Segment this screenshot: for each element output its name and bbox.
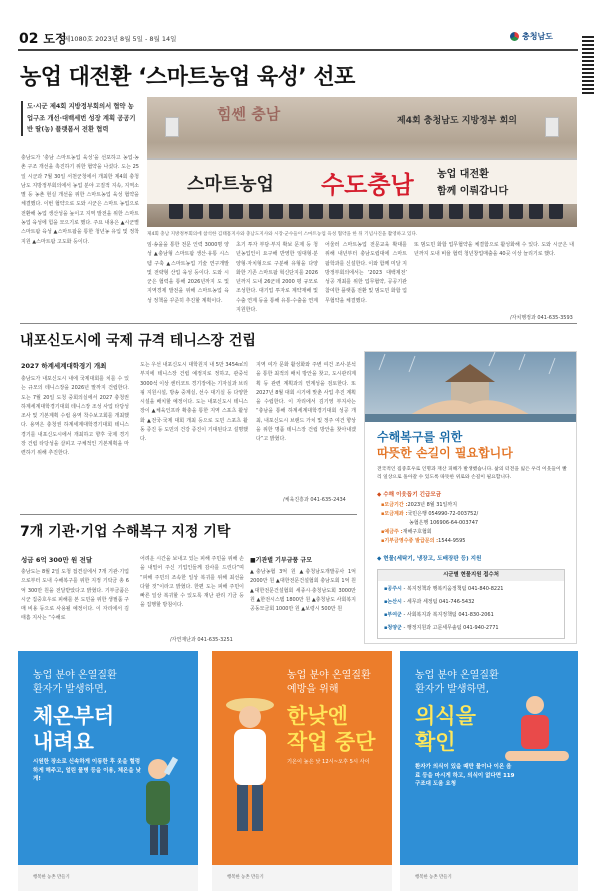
headline: 농업 대전환 ‘스마트농업 육성’ 선포 bbox=[20, 65, 355, 90]
office-item: ▪청양군 - 행정지원과 고문세무솔팀 041-940-2771 bbox=[384, 625, 499, 631]
article-body: 지역 여가 문화 활성화와 주변 여건 조사·분석을 통한 최적의 배치 방안을 찾고, 도시관리계획 등 관련 계획과의 연계성을 검토한다. 또 2027년 8월 대회 시기에 맞춘 사업 추진 계획을 수립한다. 이 자리에서 김기영 부지사는 “충남을 통해 하계세계대학경기대회 성공 개최, 내포신도시 브랜드 가치 및 정주 여건 향상을 위한 명품 테니스장 건립 방안을 찾아내겠다”고 밝혔다. bbox=[256, 362, 356, 443]
article-body: 충남도가 내포신도시 내에 국제대회를 치를 수 있는 규모의 테니스장을 2026년 말까지 건립한다. 도는 7월 20일 도청 중회의실에서 2027 충청권 하계세계대학경기대회 테니스장 조성 사업 타당성 조사 및 기본계획 수립 용역 착수보고회를 개최했다. 용역은 충청권 하계세계대학경기대회 테니스 경기를 내포신도시에서 개최하고 향후 국제 경기장 건립 타당성을 살피고 구체적인 기본계획을 마련하기 위해 추진한다. bbox=[21, 376, 129, 457]
banner-capital: 수도충남 bbox=[321, 171, 414, 199]
article-contact: /체육진흥과 041-635-2434 bbox=[283, 497, 346, 503]
poster-title: 한낮엔 작업 중단 bbox=[287, 704, 376, 754]
recovery-headline: 7개 기관·기업 수해복구 지정 기탁 bbox=[20, 524, 231, 540]
poster-description: 시원한 장소로 신속하게 이동한 후 옷을 헐렁하게 해주고, 얼린 물병 등을 이용, 체온을 낮게! bbox=[33, 759, 141, 782]
farmer-icon bbox=[220, 691, 282, 841]
article-body: 또 범도민 화합 업무협약을 체결함으로 활성화해 수 있다. 도와 시군은 내년까지 도내 비율 협력 청년창업매출을 40곳 이상 늘리기로 했다. bbox=[414, 242, 574, 258]
photo-caption: 제4회 충남 지방정부회의에 참석한 김태흠지사와 충남도지사와 시장·군수들이 스마트농업 육성 협약을 한 뒤 기념사진을 촬영하고 있다. bbox=[147, 232, 418, 237]
donation-item: 농협은행 106906-64-003747 bbox=[409, 520, 479, 526]
slogan-banner bbox=[147, 158, 577, 204]
office-list bbox=[377, 569, 565, 639]
donation-item: ▪모금기간 :2023년 8월 31일까지 bbox=[381, 502, 458, 508]
poster-subtitle: 농업 분야 온열질환 예방을 위해 bbox=[287, 670, 371, 695]
tennis-headline: 내포신도시에 국제 규격 테니스장 건립 bbox=[20, 333, 256, 349]
drinking-person-icon bbox=[128, 751, 188, 861]
donation-item: ▪예금주 :재해구호협회 bbox=[381, 529, 432, 535]
qr-code bbox=[582, 34, 594, 94]
donation-list: ▲충남농협 3억 원 ▲충청남도개발공사 1억 2000만 원 ▲대한전문건설협회 충남도회 1억 원 ▲대한전문건설협회 세종시·충청남도회 3000만 원 ▲한전시스템 1800만 원 ▲충청남도 사회복지공동모금회 1000만 원 ▲보령시 500만 원 bbox=[250, 569, 356, 613]
heat-poster-cool-down bbox=[18, 651, 198, 891]
flood-title: 수해복구를 위한 bbox=[377, 430, 463, 444]
poster-footer: 행복한 농촌 만들기 bbox=[400, 865, 578, 891]
meeting-title: 제4회 충청남도 지방정부 회의 bbox=[397, 116, 517, 126]
donation-list-title: ■기관별 기부금품 규모 bbox=[250, 557, 313, 564]
poster-subtitle: 농업 분야 온열질환 환자가 발생하면, bbox=[415, 670, 499, 695]
flood-intro: 전국적인 집중호우로 인명과 재산 피해가 발생했습니다. 삶의 터전을 잃은 우리 이웃들이 빨리 일상으로 돌아갈 수 있도록 따뜻한 위로와 손길이 필요합니다. bbox=[377, 467, 567, 480]
poster-title: 의식을 확인 bbox=[415, 704, 476, 754]
rain-house-icon bbox=[365, 352, 576, 422]
backdrop-slogan: 힘쎈 충남 bbox=[217, 105, 281, 123]
article-body: 어울러 스마트농업 전문교육 확대를 위해 내년부터 충남도립대에 스마트 팜학과를 신설한다. 이와 함께 미달 지방정부회의에서는 ‘2023 대백제전’ 성공 개최를 위한 업무협약, 공공기관 참여한 플랫폼 전환 및 범도민 화합 업무협약을 체결했다. bbox=[325, 242, 407, 304]
office-list-title: 시군별 현물지원 접수처 bbox=[378, 570, 564, 581]
poster-description: 환자가 의식이 있을 때만 물이나 이온 음료 등을 마시게 하고, 의식이 없다면 119구조대 도움 요청 bbox=[415, 764, 515, 787]
article-body: 충남도는 8월 2일 도청 접견실에서 7개 기관·기업으로부터 도내 수해복구를 위한 지정 기탁금 총 6억 300만 원을 전달받았다고 밝혔다. 기부금품은 시군 집중호우로 피해를 본 도민을 위한 생필품 구매 비용 등으로 사용될 예정이다. 이 자리에서 김태흠 지사는 “수해로 bbox=[21, 569, 129, 622]
article-contact: /자치행정과 041-635-3593 bbox=[510, 315, 573, 321]
office-item: ▪부여군 - 사회복지과 복지정책팀 041-830-2061 bbox=[384, 612, 494, 618]
heat-poster-stop-work bbox=[212, 651, 392, 891]
banner-transition: 농업 대전환 bbox=[437, 169, 489, 180]
deck: 도·시군 제4회 지방정부회의서 협약 농업구조 개선·대백세번 성장 계획 공공기반 딸(농) 플랫폼서 전환 협력 bbox=[21, 101, 139, 136]
donation-item: ▪기부금영수증 발급문의 :1544-9595 bbox=[381, 538, 466, 544]
logo-icon bbox=[510, 32, 519, 41]
office-item: ▪공주시 - 복지정책과 행복키움정책팀 041-840-8221 bbox=[384, 586, 504, 592]
donation-item: ▪모금계좌 :국민은행 054990-72-003752/ bbox=[381, 511, 479, 517]
donation-section-title: ◆ 수해 이웃돕기 긴급모금 bbox=[377, 492, 442, 498]
flood-illustration bbox=[365, 352, 576, 422]
header-rule bbox=[18, 49, 578, 51]
province-logo: 충청남도 bbox=[510, 31, 553, 42]
poster-subtitle: 농업 분야 온열질환 환자가 발생하면, bbox=[33, 670, 117, 695]
poster-description: 기온이 높은 낮 12시~오후 5시 사이 bbox=[287, 759, 370, 765]
article-body: 어려운 시간을 보내고 있는 피해 주민을 위해 손을 내밀어 주신 기업인들께 감사를 드린다”며 “피해 주민의 조속한 일상 복귀를 위해 최선을 다할 것”이라고 밝혔다. 한편 도는 피해 주민이 빠른 일상 복귀할 수 있도록 재난 관리 기금 등을 집행할 방침이다. bbox=[140, 556, 244, 609]
tennis-subtitle: 2027 하계세계대학경기 개최 bbox=[21, 362, 107, 370]
office-item: ▪논산시 - 세무과 세정팀 041-746-5432 bbox=[384, 599, 475, 605]
section-divider bbox=[20, 514, 357, 515]
page-number: 02 도정 bbox=[19, 31, 67, 47]
article-contact: /자연재난과 041-635-3251 bbox=[170, 637, 233, 643]
article-body: 임·송을을 통한 전문 인력 3000명 양성 ▲충남형 스마트팜 생산·유통 시스템 구축 ▲스마트농업 기술 연구개발 및 전략형 산업 육성 등이다. 도와 시군은 협력을 통해 2026년까지 도 및 지역경제 발전을 위해 스마트농업 육성 정책을 꾸준히 추진할 계획이다. bbox=[147, 242, 229, 304]
banner-together: 함께 이뤄갑니다 bbox=[437, 186, 509, 197]
article-body: 도는 우선 내포신도시 대학원지 내 5만 3454㎡의 부지에 테니스장 건립 예정지로 정하고, 관중석 3000석 이상 센터코트 경기장에는 기자실과 브리핑 지원시설, 방송 중계실, 선수 대기실 등 다양한 시설을 배치할 예정이다. 도는 내포신도시 테니스장이 ▲체육인프라 확충을 통한 지역 스포츠 활성화 ▲전국·국제 대회 개최 등으로 도민 스포츠 활동 증진 등 도민의 건강 증진이 기대된다고 설명했다. bbox=[140, 362, 248, 443]
section-divider bbox=[20, 323, 577, 324]
article-body: 초기 투자 부담·부지 확보 문제 등 청년농업인이 요구해 반영한 임대형·분양형·자치형으로 구분해 유형을 다양화한 기존 스마트팜 혁신단지를 2026년까지 도내 26군데 2000 평 규모로 조성한다. 대기업 투자로 계약재배 및 수출 연계 등을 통해 유통·수출을 연계 지원한다. bbox=[236, 242, 318, 314]
recovery-subtitle: 성금 6억 300만 원 전달 bbox=[21, 556, 93, 564]
flood-relief-box bbox=[364, 351, 577, 644]
heat-poster-check-consciousness bbox=[400, 651, 578, 891]
poster-title: 체온부터 내려요 bbox=[33, 704, 115, 754]
flag bbox=[165, 117, 179, 137]
flag bbox=[545, 117, 559, 137]
rescuer-icon bbox=[495, 691, 575, 771]
issue-info: 제1080호 2023년 8월 5일 - 8월 14일 bbox=[64, 35, 177, 43]
flood-title-accent: 따뜻한 손길이 필요합니다 bbox=[377, 446, 513, 460]
poster-footer: 행복한 농촌 만들기 bbox=[18, 865, 198, 891]
poster-footer: 행복한 농촌 만들기 bbox=[212, 865, 392, 891]
goods-section-title: ◆ 현물(세탁기, 냉장고, 도배장판 등) 지원 bbox=[377, 556, 482, 562]
article-body: 충남도가 ‘충남 스마트농업 육성’을 선포하고 농업·농촌 구조 개선을 촉진하기 위한 협약을 나섰다. 도는 25일 시군과 7월 30일 서천군청에서 개최한 제4회 충청남도 지방정부회의에서 농업 분야 고질적 지속, 지역소멸 등 농촌 현실 개선을 위한 스마트농업 육성 협약을 체결했다. 이번 협약으로 도와 시군은 스마트 농업으로 전환해 농업 생산성을 높이고 지역 발전을 위한 스마트농업 육성에 힘을 모으기로 했다. 주요 내용은 ▲시군별 스마트팜 육성 ▲스마트팜을 통한 청년농 유입 및 정착 지원 ▲스마트팜 고도화 등이다. bbox=[21, 155, 139, 245]
banner-smart-farm: 스마트농업 bbox=[187, 174, 274, 195]
